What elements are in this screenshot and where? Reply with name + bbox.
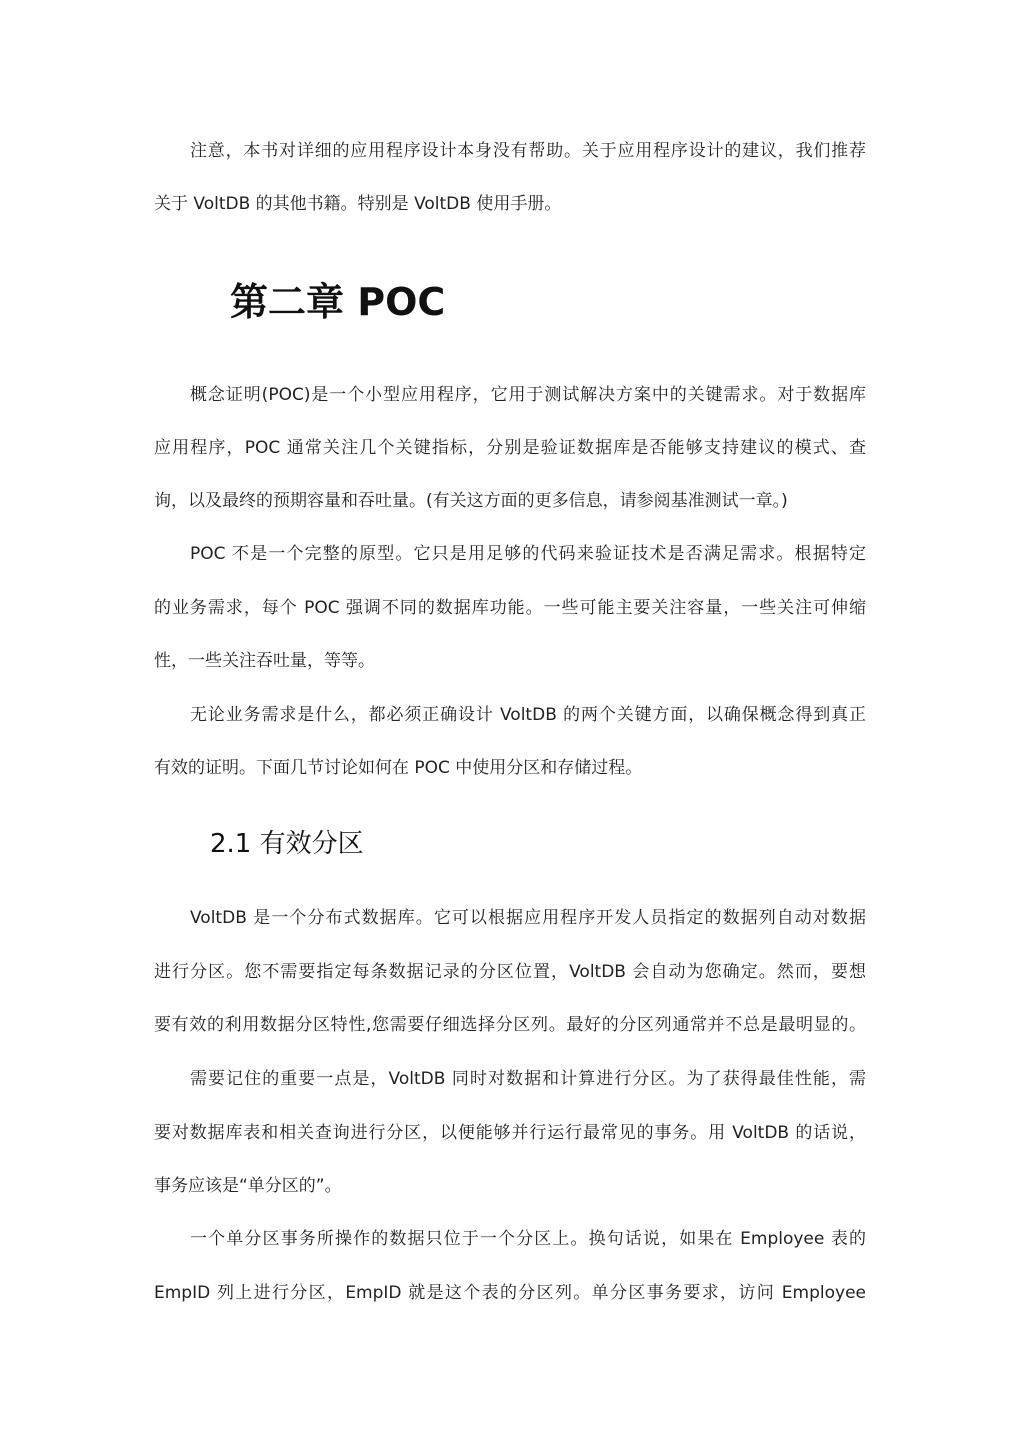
chapter-p2-line-3: 性，一些关注吞吐量，等等。: [154, 651, 375, 671]
chapter-p1-line-1: 概念证明(POC)是一个小型应用程序，它用于测试解决方案中的关键需求。对于数据库: [190, 385, 866, 405]
chapter-p2-line-1: POC 不是一个完整的原型。它只是用足够的代码来验证技术是否满足需求。根据特定: [190, 544, 866, 564]
section-title: 2.1 有效分区: [210, 829, 364, 859]
section-p3-line-1: 一个单分区事务所操作的数据只位于一个分区上。换句话说，如果在 Employee 表的: [190, 1229, 866, 1249]
chapter-p1-line-2: 应用程序，POC 通常关注几个关键指标，分别是验证数据库是否能够支持建议的模式、查: [154, 438, 866, 458]
intro-line-2: 关于 VoltDB 的其他书籍。特别是 VoltDB 使用手册。: [154, 194, 562, 214]
chapter-p3-line-2: 有效的证明。下面几节讨论如何在 POC 中使用分区和存储过程。: [154, 758, 643, 778]
section-p1-line-1: VoltDB 是一个分布式数据库。它可以根据应用程序开发人员指定的数据列自动对数据: [190, 908, 866, 928]
section-p1-line-2: 进行分区。您不需要指定每条数据记录的分区位置，VoltDB 会自动为您确定。然而，要想: [154, 962, 866, 982]
chapter-p1-line-3: 询，以及最终的预期容量和吞吐量。(有关这方面的更多信息，请参阅基准测试一章。): [154, 491, 788, 511]
section-p3-line-2: EmpID 列上进行分区，EmpID 就是这个表的分区列。单分区事务要求，访问 Employee: [154, 1283, 866, 1303]
section-p2-line-1: 需要记住的重要一点是，VoltDB 同时对数据和计算进行分区。为了获得最佳性能，需: [190, 1069, 866, 1089]
chapter-title: 第二章 POC: [230, 280, 446, 324]
chapter-p2-line-2: 的业务需求，每个 POC 强调不同的数据库功能。一些可能主要关注容量，一些关注可伸缩: [154, 598, 866, 618]
section-p2-line-2: 要对数据库表和相关查询进行分区，以便能够并行运行最常见的事务。用 VoltDB 的话说，: [154, 1123, 866, 1143]
section-p2-line-3: 事务应该是“单分区的”。: [154, 1176, 342, 1196]
section-p1-line-3: 要有效的利用数据分区特性,您需要仔细选择分区列。最好的分区列通常并不总是最明显的。: [154, 1015, 866, 1035]
intro-line-1: 注意，本书对详细的应用程序设计本身没有帮助。关于应用程序设计的建议，我们推荐: [190, 141, 866, 161]
chapter-p3-line-1: 无论业务需求是什么，都必须正确设计 VoltDB 的两个关键方面，以确保概念得到真正: [190, 705, 866, 725]
